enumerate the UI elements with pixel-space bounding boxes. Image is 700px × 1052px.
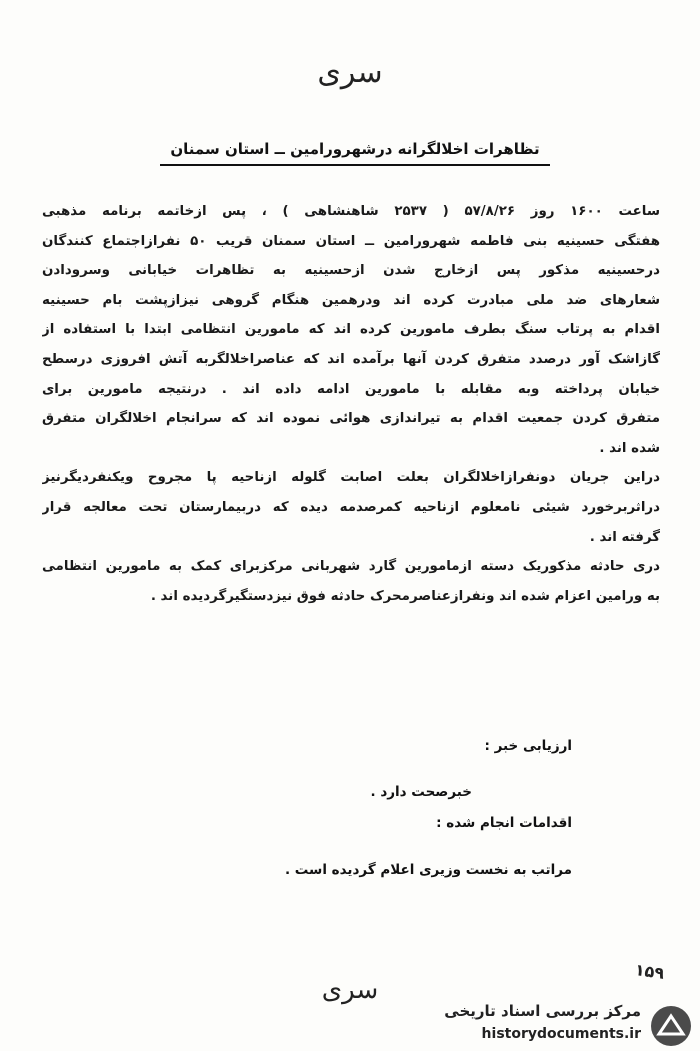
body-line: ساعت ۱۶۰۰ روز ۵۷/۸/۲۶ ( ۲۵۳۷ شاهنشاهی ) ، پس ازخاتمه برنامه مذهبی <box>42 204 660 219</box>
watermark-name: مرکز بررسی اسناد تاریخی <box>444 1002 641 1020</box>
body-line: درحسینیه مذکور پس ازخارج شدن ازحسینیه به تظاهرات خیابانی وسرودادن <box>42 263 660 279</box>
body-line: به ورامین اعزام شده اند ونفرازعناصرمحرک حادثه فوق نیزدستگیرگردیده اند . <box>150 588 660 604</box>
classification-bottom: سری <box>321 975 379 1005</box>
watermark <box>410 1002 695 1048</box>
actions-label: اقدامات انجام شده : <box>436 815 572 831</box>
actions-value: مراتب به نخست وزیری اعلام گردیده است . <box>284 862 572 878</box>
document-title: تظاهرات اخلالگرانه درشهرورامین ــ استان سمنان <box>160 140 550 166</box>
body-line: خیابان پرداخته وبه مقابله با مامورین ادامه داده اند . درنتیجه مامورین برای <box>42 381 660 397</box>
body-line: متفرق کردن جمعیت اقدام به تیراندازی هوائی نموده اند که سرانجام اخلالگران متفرق <box>42 411 660 427</box>
archive-logo-icon <box>649 1004 693 1048</box>
body-line: شده اند . <box>599 440 660 456</box>
watermark-url: historydocuments.ir <box>481 1026 641 1042</box>
body-line: شعارهای ضد ملی مبادرت کرده اند ودرهمین هنگام گروهی نیزازپشت بام حسینیه <box>42 292 660 308</box>
page-number: ۱۵۹ <box>633 960 666 983</box>
body-line: هفتگی حسینیه بنی فاطمه شهرورامین ــ استان سمنان قریب ۵۰ نفرازاجتماع کنندگان <box>42 233 660 249</box>
document-body <box>42 197 660 611</box>
assessment-label: ارزیابی خبر : <box>484 738 572 754</box>
body-line: دراین جریان دونفرازاخلالگران بعلت اصابت گلوله ازناحیه پا مجروح ویکنفردیگرنیز <box>42 470 660 486</box>
assessment-value: خبرصحت دارد . <box>370 784 472 800</box>
body-line: گرفته اند . <box>589 529 660 545</box>
body-line: دراثربرخورد شیئی نامعلوم ازناحیه کمرصدمه دیده که دربیمارستان تحت معالجه قرار <box>42 499 660 515</box>
classification-top: سری <box>317 55 383 90</box>
body-line: دری حادثه مذکوریک دسته ازمامورین گارد شهربانی مرکزبرای کمک به مامورین انتظامی <box>42 559 660 575</box>
body-line: اقدام به پرتاب سنگ بطرف مامورین کرده اند که مامورین انتظامی ابتدا با استفاده از <box>42 322 660 338</box>
body-line: گازاشک آور درصدد متفرق کردن آنها برآمده اند که عناصراخلالگربه آتش افروزی درسطح <box>42 351 660 367</box>
